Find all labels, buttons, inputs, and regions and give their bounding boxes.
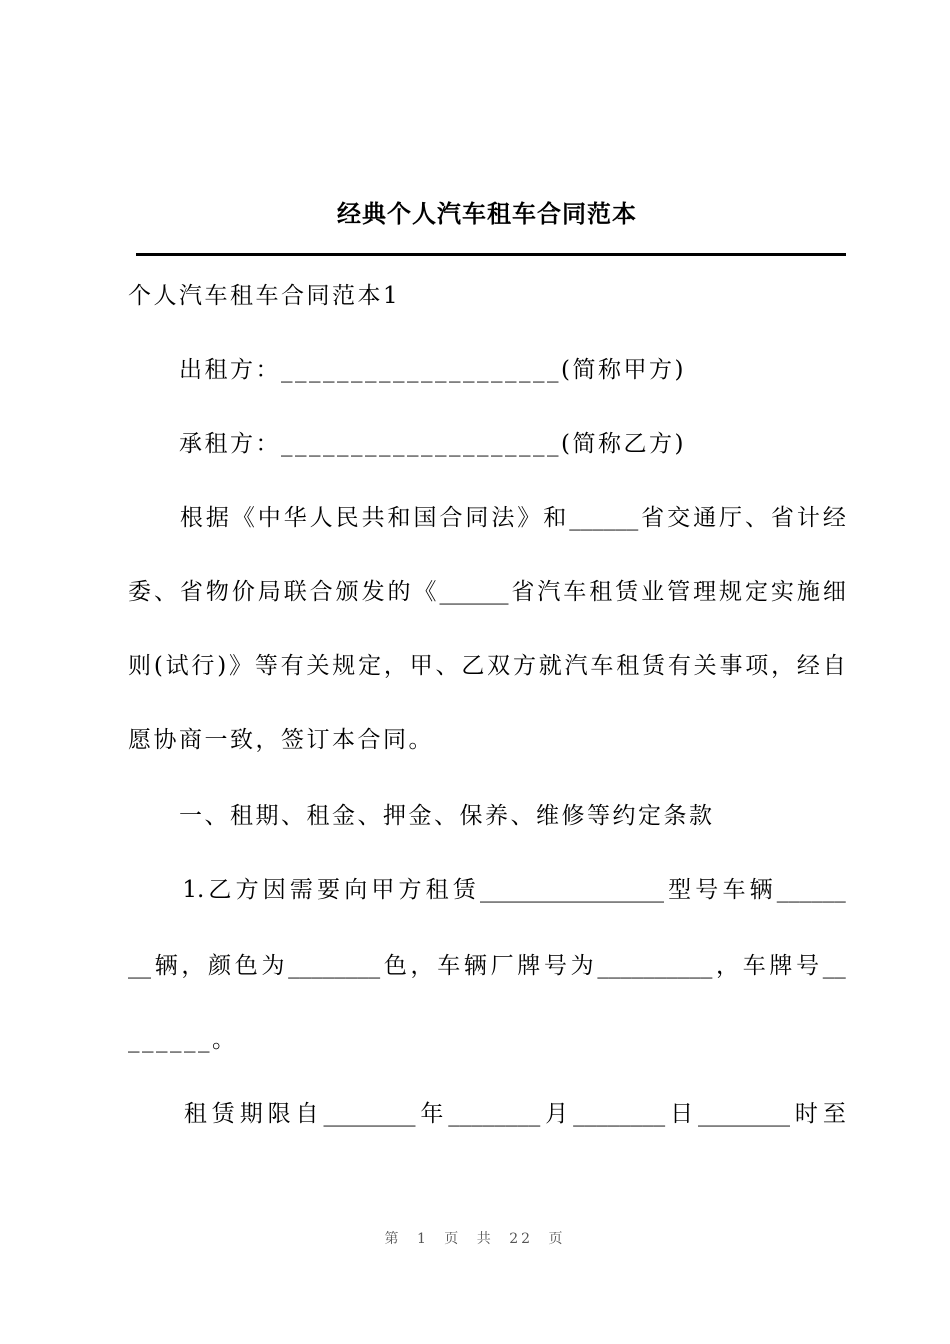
paragraph-line: 1. 乙 方 因 需 要 向 甲 方 租 赁 ________________ 型 号 车 辆 ______ xyxy=(182,877,846,903)
paragraph-line: ______。 xyxy=(128,1027,238,1053)
clause-heading: 一、租期、租金、押金、保养、维修等约定条款 xyxy=(128,803,715,829)
paragraph-line: 愿协商一致，签订本合同。 xyxy=(128,727,434,753)
section-heading: 个人汽车租车合同范本1 xyxy=(128,283,401,309)
lessee-line: 承租方：____________________(简称乙方) xyxy=(128,431,686,457)
paragraph-line: 则 ( 试 行 ) 》 等 有 关 规 定 ， 甲 、 乙 双 方 就 汽 车 租 赁 有 关 事 项 ， 经 自 xyxy=(128,653,846,679)
lessor-line: 出租方：____________________(简称甲方) xyxy=(128,357,686,383)
paragraph-line: 委 、 省 物 价 局 联 合 颁 发 的 《 ______ 省 汽 车 租 赁 业 管 理 规 定 实 施 细 xyxy=(128,579,846,605)
paragraph-line: 根 据 《 中 华 人 民 共 和 国 合 同 法 》 和 ______ 省 交 通 厅 、 省 计 经 xyxy=(179,505,846,531)
title-divider xyxy=(136,253,846,256)
document-title: 经典个人汽车租车合同范本 xyxy=(337,199,637,228)
page-footer: 第 1 页 共 22 页 xyxy=(384,1231,566,1247)
paragraph-line: __ 辆 ， 颜 色 为 ________ 色 ， 车 辆 厂 牌 号 为 __________ ， 车 牌 号 __ xyxy=(128,953,846,979)
paragraph-line: 租 赁 期 限 自 ________ 年 ________ 月 ________ 日 ________ 时 至 xyxy=(183,1101,846,1127)
